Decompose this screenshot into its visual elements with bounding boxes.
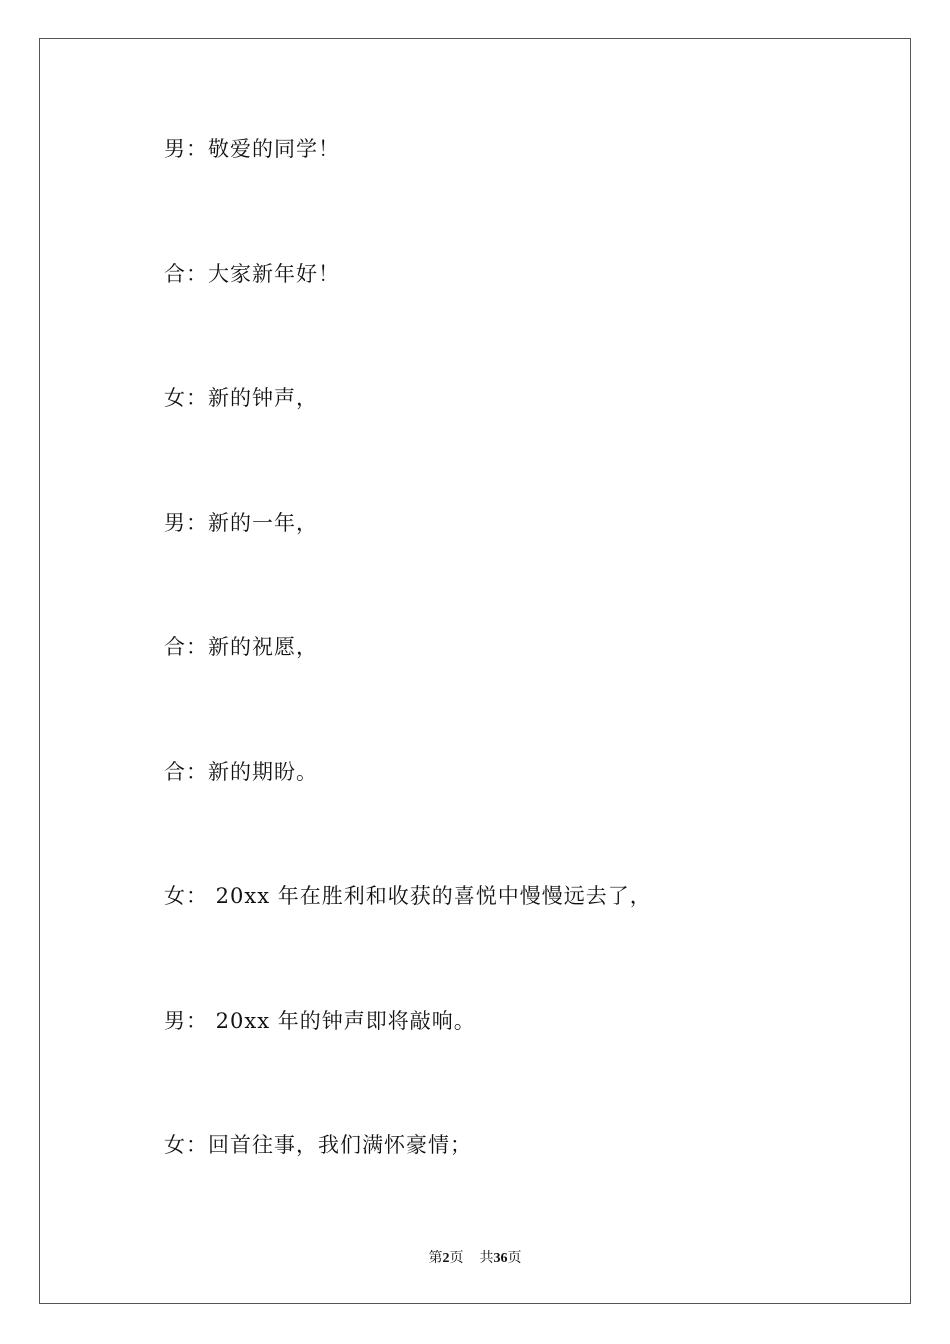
page-footer bbox=[0, 1247, 950, 1267]
text-line-1: 男：敬爱的同学！ bbox=[164, 137, 340, 161]
text-line-5: 合：新的祝愿， bbox=[164, 635, 318, 659]
text-line-9: 女：回首往事，我们满怀豪情； bbox=[164, 1133, 472, 1157]
footer-total-pages: 36 bbox=[493, 1251, 508, 1266]
text-line-2: 合：大家新年好！ bbox=[164, 262, 340, 286]
text-line-7: 女： 20xx 年在胜利和收获的喜悦中慢慢远去了， bbox=[164, 884, 652, 908]
footer-total-prefix: 共 bbox=[479, 1251, 494, 1266]
footer-page-suffix: 页 bbox=[449, 1251, 464, 1266]
text-line-3: 女：新的钟声， bbox=[164, 386, 318, 410]
footer-page-number: 2 bbox=[442, 1251, 450, 1266]
footer-page-prefix: 第 bbox=[428, 1251, 443, 1266]
page-frame bbox=[39, 38, 911, 1304]
text-line-6: 合：新的期盼。 bbox=[164, 760, 318, 784]
text-line-8: 男： 20xx 年的钟声即将敲响。 bbox=[164, 1009, 476, 1033]
text-line-4: 男：新的一年， bbox=[164, 511, 318, 535]
footer-total-suffix: 页 bbox=[507, 1251, 522, 1266]
